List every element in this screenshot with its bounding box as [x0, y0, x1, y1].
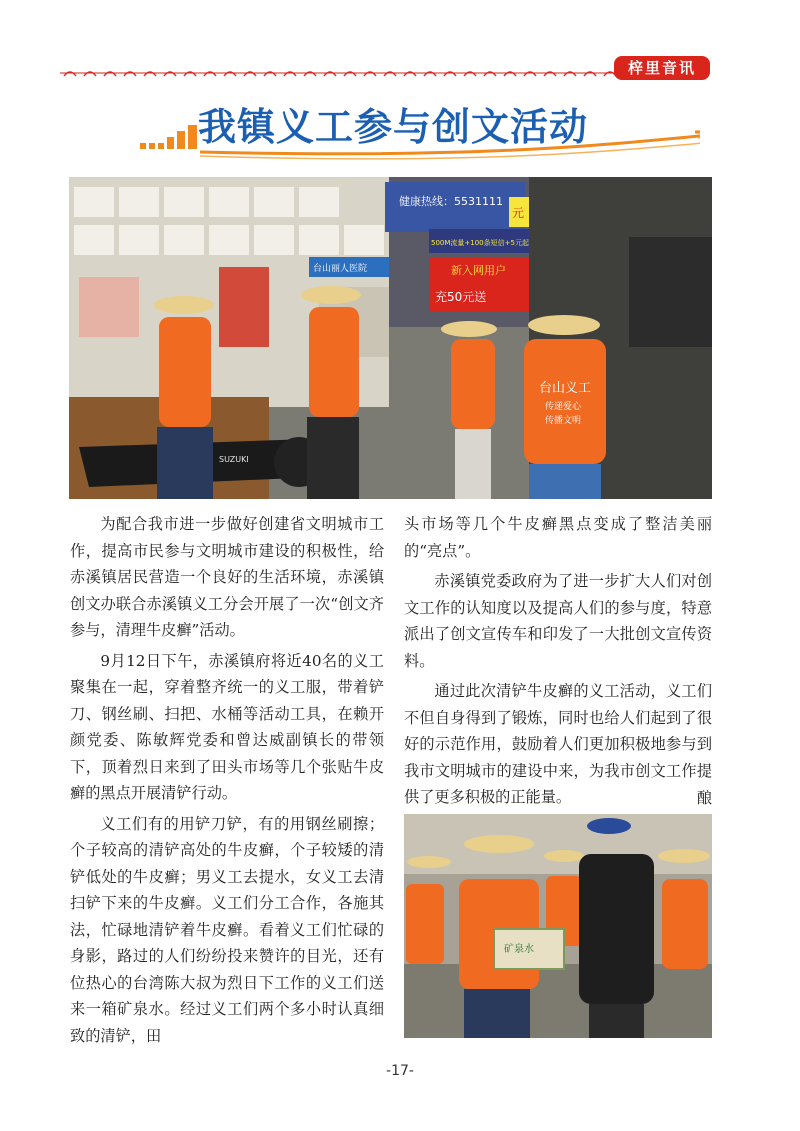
section-badge: 梓里音讯: [614, 56, 710, 80]
sign-taishan-hospital: 台山丽人医院: [313, 264, 368, 274]
paragraph: 9月12日下午，赤溪镇府将近40名的义工聚集在一起，穿着整齐统一的义工服，带着铲刀、钢丝刷、扫把、水桶等活动工具，在赖开颜党委、陈敏辉党委和曾达威副镇长的带领下，顶着烈日来到了田头市场等几个张贴牛皮癣的黑点开展清铲行动。: [70, 651, 384, 802]
sign-health-hotline: 健康热线：5531111: [399, 195, 503, 208]
vest-text-3: 传播文明: [545, 416, 582, 426]
header-decoration-band: [60, 66, 700, 80]
volunteer-figure: [301, 286, 361, 499]
paragraph: 为配合我市进一步做好创建省文明城市工作，提高市民参与文明城市建设的积极性，给赤溪镇居民营造一个良好的生活环境，赤溪镇创文办联合赤溪镇义工分会开展了一次“创文齐参与，清理牛皮癣”活动。: [70, 515, 384, 639]
box-label: 矿泉水: [504, 944, 534, 955]
author-signature: 酿: [696, 788, 712, 807]
paragraph: 赤溪镇党委政府为了进一步扩大人们对创文工作的认知度以及提高人们的参与度，特意派出了创文宣传车和印发了一大批创文宣传资料。: [404, 572, 712, 670]
sign-new-users: 新入网用户: [451, 264, 506, 277]
sign-yuan: 元: [512, 206, 525, 220]
text-column-right: [404, 511, 712, 811]
text-column-left: [70, 511, 384, 1053]
page-number: -17-: [386, 1063, 414, 1079]
paragraph: 义工们有的用铲刀铲，有的用钢丝刷擦；个子较高的清铲高处的牛皮癣，个子较矮的清铲低处的牛皮癣；男义工去提水，女义工去清扫铲下来的牛皮癣。义工们分工合作，各施其法，忙碌地清铲着牛皮癣。看着义工们忙碌的身影，路过的人们纷纷投来赞许的目光，还有位热心的台湾陈大叔为烈日下工作的义工们送来一箱矿泉水。经过义工们两个多小时认真细致的清铲，田: [70, 814, 384, 1045]
sign-data-plan: 500M流量+100条短信+5元起: [431, 239, 529, 247]
vest-text-2: 传递爱心: [545, 402, 582, 412]
vest-text-1: 台山义工: [539, 381, 592, 396]
photo-volunteers-receiving-water: [404, 814, 712, 1038]
paragraph: 通过此次清铲牛皮癣的义工活动，义工们不但自身得到了锻炼，同时也给人们起到了很好的示范作用，鼓励着人们更加积极地参与到我市文明城市的建设中来，为我市创文工作提供了更多积极的正能量。: [404, 682, 712, 806]
article-title: 我镇义工参与创文活动: [198, 105, 589, 149]
moto-brand: SUZUKI: [219, 455, 249, 464]
volunteer-figure: [154, 296, 214, 499]
photo-volunteers-cleaning-wall: [69, 177, 712, 499]
paragraph-continuation: 头市场等几个牛皮癣黑点变成了整洁美丽的“亮点”。: [404, 515, 712, 560]
sign-recharge-50: 充50元送: [435, 290, 487, 304]
